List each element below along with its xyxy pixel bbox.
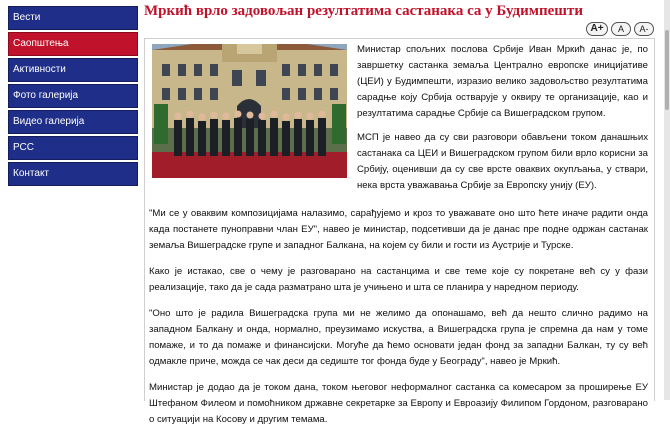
sidebar-item-contact[interactable]: Контакт bbox=[8, 162, 138, 186]
article-paragraph-2: МСП је навео да су сви разговори обављени током данашњих састанака са ЦЕИ и Вишеградском групом били врло корисни за Србију, оценивши да су све врсте оваквих окупљања, у ствари, нека врста уважавања Србије за Европску унију (ЕУ). bbox=[357, 132, 648, 191]
font-decrease-button[interactable]: A- bbox=[634, 22, 654, 36]
sidebar-item-video-gallery[interactable]: Видео галерија bbox=[8, 110, 138, 134]
article-paragraph-4: Како је истакао, све о чему је разговарано на састанцима и све теме које су покретане већ су у фази реализације, тако да је сада разматрано шта је учињено и шта се планира у наредном периоду. bbox=[149, 266, 648, 293]
sidebar-nav bbox=[8, 6, 138, 188]
sidebar-item-press-releases[interactable]: Саопштења bbox=[8, 32, 138, 56]
article-paragraph-3: "Ми се у оваквим композицијама налазимо, сарађујемо и кроз то уважавате оно што ћете иначе радити онда када постанете пуноправни члан ЕУ", навео је министар, подсетивши да је данас пре подне одржан састанак земаља Вишеградске групе и западног Балкана, на којем су били и гости из Аустрије и Турске. bbox=[149, 208, 648, 251]
font-increase-button[interactable]: A+ bbox=[586, 22, 608, 36]
article-paragraph-1: Министар спољних послова Србије Иван Мркић данас је, по завршетку састанка земаља Централно европске иницијативе (ЦЕИ) у Будимпешти, изразио велико задовољство резултатима сарадње коју Србија остварује у оквиру те организације, као и резултатима сарадње Србије са Вишеградском групом. bbox=[357, 44, 648, 119]
font-normal-button[interactable]: A bbox=[611, 22, 631, 36]
scrollbar-thumb[interactable] bbox=[665, 30, 669, 110]
sidebar-item-rss[interactable]: РСС bbox=[8, 136, 138, 160]
page-title: Мркић врло задовољан резултатима састанака са у Будимпешти bbox=[144, 3, 583, 19]
sidebar-item-photo-gallery[interactable]: Фото галерија bbox=[8, 84, 138, 108]
sidebar-item-activities[interactable]: Активности bbox=[8, 58, 138, 82]
article-paragraph-6: Министар је додао да је током дана, током његовог неформалног састанка са комесаром за проширење ЕУ Штефаном Филеом и помоћником државне секретарке за Европу и Евроазију Филипом Гордоном, разговарано о ситуацији на Косову и другим темама. bbox=[149, 382, 648, 425]
group-photo-image bbox=[152, 44, 347, 178]
sidebar-item-news[interactable]: Вести bbox=[8, 6, 138, 30]
article-body bbox=[144, 38, 655, 425]
font-size-tools bbox=[586, 22, 654, 36]
article-paragraph-5: "Оно што је радила Вишеградска група ми не желимо да опонашамо, већ да нешто слично радимо на западном Балкану и онда, нормално, преузимамо искуства, а Вишеградска група је спремна да нам у томе помаже, и то да помаже и финансијски. Могуће да ћемо основати један фонд за западни Балкан, ту су већ одмакле приче, можда се чак деси да седиште тог фонда буде у Београду", навео је Мркић. bbox=[149, 308, 648, 367]
page-scrollbar[interactable] bbox=[664, 0, 670, 400]
